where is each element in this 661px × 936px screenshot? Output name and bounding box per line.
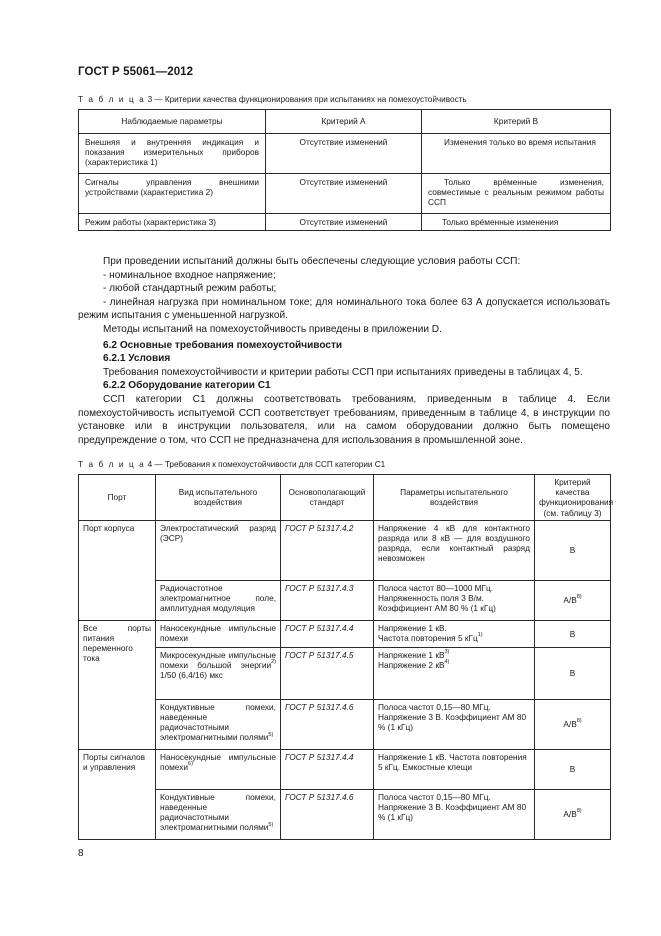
table4-test-cell: Кондуктивные помехи, наведенные радиочастотными электромагнитными полями$^{5)}$ — [156, 699, 281, 749]
table3-cell: Внешняя и внутренняя индикация и показания измерительных приборов (характеристика 1) — [79, 134, 266, 174]
table3-header-parameters: Наблюдаемые параметры — [79, 110, 266, 134]
table4-test-cell: Наносекундные импульсные помехи$^{6)}$ — [156, 749, 281, 789]
table4-standard-cell: ГОСТ Р 51317.4.6 — [281, 789, 374, 839]
table4-params-cell: Полоса частот 0,15—80 МГц. Напряжение 3 В. Коэффициент АМ 80 % (1 кГц) — [374, 699, 535, 749]
table3-caption: Т а б л и ц а 3 — Критерии качества функционирования при испытаниях на помехоустойчивость — [78, 95, 467, 104]
table4-port-cell: Порт корпуса — [79, 520, 156, 620]
table4-test-cell: Кондуктивные помехи, наведенные радиочастотными электромагнитными полями$^{5)}$ — [156, 789, 281, 839]
table3-cell: Режим работы (характеристика 3) — [79, 214, 266, 231]
table4-params-cell: Полоса частот 0,15—80 МГц. Напряжение 3 В. Коэффициент АМ 80 % (1 кГц) — [374, 789, 535, 839]
page-number: 8 — [78, 848, 84, 859]
table3-cell: Сигналы управления внешними устройствами (характеристика 2) — [79, 174, 266, 214]
table3-cell: Отсутствие изменений — [266, 174, 422, 214]
body-text — [78, 255, 610, 447]
paragraph: Требования помехоустойчивости и критерии работы ССП при испытаниях приведены в таблицах 4, 5. — [103, 366, 583, 378]
table4-criterion-cell: В — [535, 749, 611, 789]
table4-port-cell: Порты сигналов и управления — [79, 749, 156, 839]
table4-criterion-cell: В — [535, 520, 611, 580]
table4-port-cell: Все порты питания переменного тока — [79, 620, 156, 749]
table3-cell: Только врéменные изменения, совместимые с реальным режимом работы ССП — [422, 174, 611, 214]
table3-cell: Отсутствие изменений — [266, 134, 422, 174]
table3-header-criterion-b: Критерий В — [422, 110, 611, 134]
table3-cell: Только врéменные изменения — [422, 214, 611, 231]
table4-standard-cell: ГОСТ Р 51317.4.3 — [281, 580, 374, 620]
table3-header-criterion-a: Критерий А — [266, 110, 422, 134]
table4-caption: Т а б л и ц а 4 — Требования к помехоустойчивости для ССП категории С1 — [78, 460, 386, 469]
table4-standard-cell: ГОСТ Р 51317.4.5 — [281, 647, 374, 699]
section-heading: 6.2 Основные требования помехоустойчивости — [103, 339, 343, 351]
table4-params-cell: Напряжение 4 кВ для контактного разряда или 8 кВ — для воздушного разряда, если контактный разряд невозможен — [374, 520, 535, 580]
table4-test-cell: Микросекундные импульсные помехи большой энергии$^{2)}$ 1/50 (6,4/16) мкс — [156, 647, 281, 699]
table4-header-parameters: Параметры испытательного воздействия — [374, 475, 535, 521]
table3 — [78, 109, 611, 231]
paragraph: Методы испытаний на помехоустойчивость приведены в приложении D. — [103, 323, 442, 335]
paragraph: При проведении испытаний должны быть обеспечены следующие условия работы ССП: — [103, 256, 521, 267]
table4-params-cell: Полоса частот 80—1000 МГц. Напряженность поля 3 В/м. Коэффициент АМ 80 % (1 кГц) — [374, 580, 535, 620]
table4-test-cell: Наносекундные импульсные помехи — [156, 620, 281, 647]
table4-standard-cell: ГОСТ Р 51317.4.6 — [281, 699, 374, 749]
table4-header-criterion: Критерий качества функционирования (см. таблицу 3) — [535, 475, 611, 521]
table4-standard-cell: ГОСТ Р 51317.4.4 — [281, 749, 374, 789]
table4-test-cell: Радиочастотное электромагнитное поле, амплитудная модуляция — [156, 580, 281, 620]
subsection-heading: 6.2.1 Условия — [103, 353, 171, 365]
list-item: - любой стандартный режим работы; — [103, 283, 277, 295]
list-item: - номинальное входное напряжение; — [103, 269, 276, 281]
document-header: ГОСТ Р 55061—2012 — [78, 66, 194, 78]
table4-criterion-cell: $А/В^{8)}$ — [535, 789, 611, 839]
table4-standard-cell: ГОСТ Р 51317.4.4 — [281, 620, 374, 647]
paragraph: ССП категории С1 должны соответствовать требованиям, приведенным в таблице 4. Если помехоустойчивость испытуемой ССП соответствует требованиям, приведенным в таблице 4, в инструкции по установке или в инструкции пользователя, или на самом оборудовании должно быть помещено предупреждение о том, что ССП не предназначена для использования в промышленной зоне. — [78, 393, 610, 446]
table4-standard-cell: ГОСТ Р 51317.4.2 — [281, 520, 374, 580]
table4 — [78, 474, 614, 840]
table4-criterion-cell: В — [535, 620, 611, 647]
table4-criterion-cell: $А/В^{8)}$ — [535, 699, 611, 749]
subsection-heading: 6.2.2 Оборудование категории С1 — [103, 380, 271, 392]
table4-params-cell: Напряжение 1 кВ. Частота повторения 5 кГц. Емкостные клещи — [374, 749, 535, 789]
table4-header-port: Порт — [79, 475, 156, 521]
table4-params-cell: Напряжение 1 кВ. Частота повторения 5 кГц$^{1)}$ — [374, 620, 535, 647]
table4-params-cell: Напряжение 1 $кВ^{3)}$ Напряжение 2 $кВ^{4)}$ — [374, 647, 535, 699]
table3-cell: Изменения только во время испытания — [422, 134, 611, 174]
table4-header-test: Вид испытательного воздействия — [156, 475, 281, 521]
table4-criterion-cell: $А/В^{8)}$ — [535, 580, 611, 620]
table4-criterion-cell: В — [535, 647, 611, 699]
table4-header-standard: Основополагающий стандарт — [281, 475, 374, 521]
table4-test-cell: Электростатический разряд (ЭСР) — [156, 520, 281, 580]
list-item: - линейная нагрузка при номинальном токе; для номинального тока более 63 А допускается использовать режим испытания с уменьшенной нагрузкой. — [78, 296, 610, 322]
table3-cell: Отсутствие изменений — [266, 214, 422, 231]
